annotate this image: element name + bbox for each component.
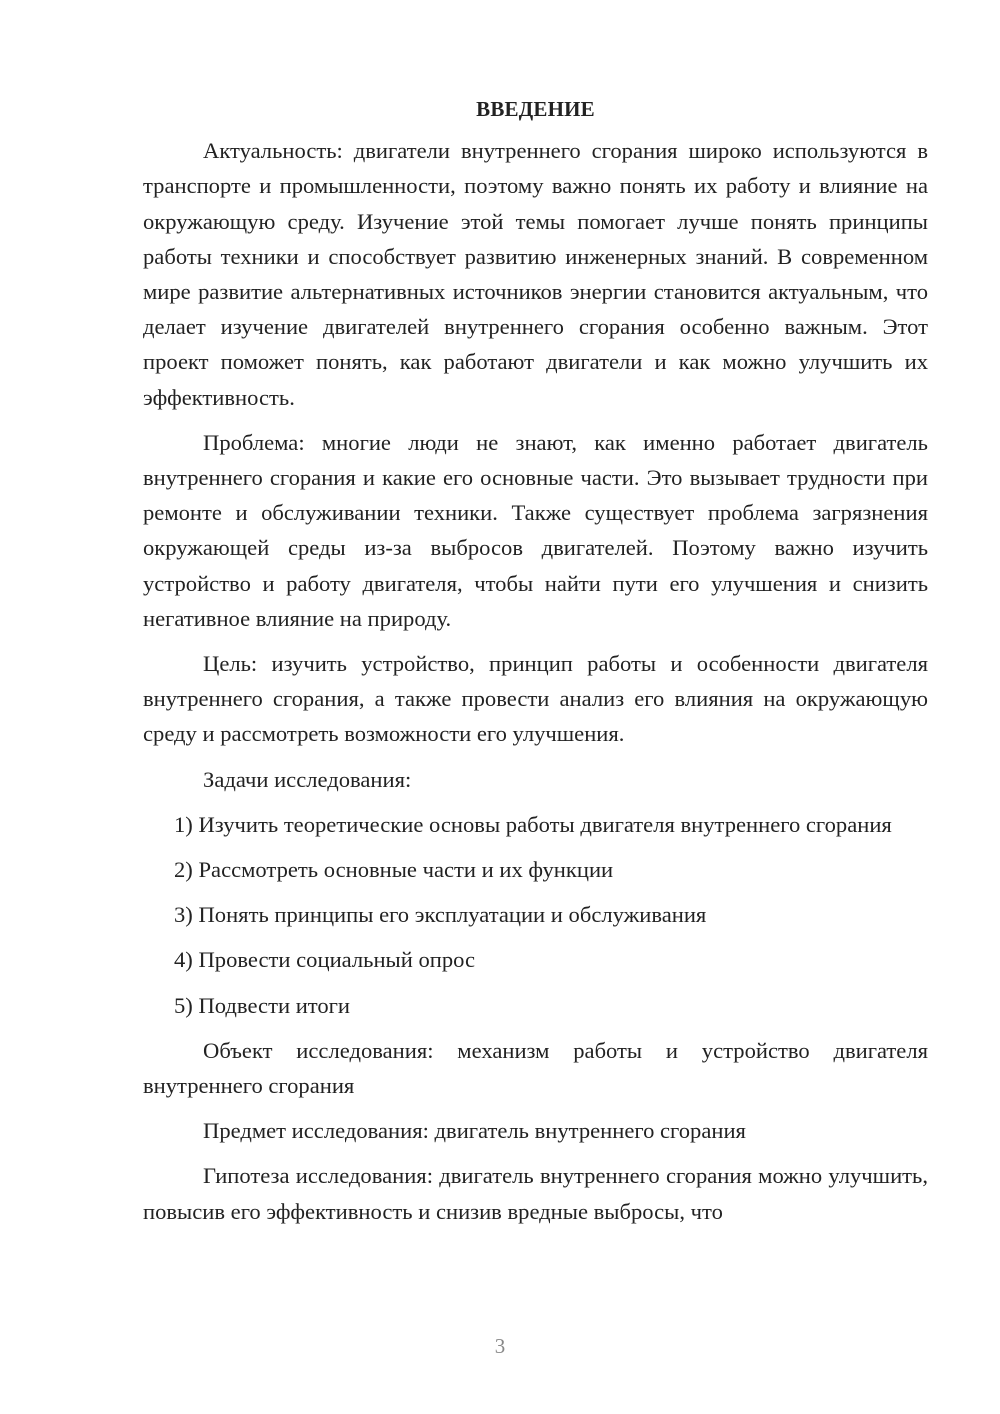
paragraph-object: Объект исследования: механизм работы и устройство двигателя внутреннего сгорания	[143, 1037, 928, 1099]
list-item: 1) Изучить теоретические основы работы двигателя внутреннего сгорания	[174, 811, 892, 837]
paragraph-hypothesis: Гипотеза исследования: двигатель внутреннего сгорания можно улучшить, повысив его эффективность и снизив вредные выбросы, что	[143, 1163, 928, 1224]
section-title: ВВЕДЕНИЕ	[476, 97, 595, 121]
paragraph-subject: Предмет исследования: двигатель внутреннего сгорания	[203, 1118, 746, 1144]
tasks-list	[143, 807, 928, 1023]
list-item: 5) Подвести итоги	[174, 992, 351, 1018]
list-item: 3) Понять принципы его эксплуатации и обслуживания	[174, 902, 707, 928]
document-body	[143, 92, 928, 1239]
list-item: 4) Провести социальный опрос	[174, 947, 476, 973]
page-number: 3	[494, 1334, 506, 1358]
paragraph-relevance: Актуальность: двигатели внутреннего сгорания широко используются в транспорте и промышленности, поэтому важно понять их работу и влияние на окружающую среду. Изучение этой темы помогает лучше понять принципы работы техники и способствует развитию инженерных знаний. В современном мире развитие альтернативных источников энергии становится актуальным, что делает изучение двигателей внутреннего сгорания особенно важным. Этот проект поможет понять, как работают двигатели и как можно улучшить их эффективность.	[143, 138, 928, 410]
tasks-heading: Задачи исследования:	[203, 766, 412, 792]
paragraph-goal: Цель: изучить устройство, принцип работы и особенности двигателя внутреннего сгорания, а также провести анализ его влияния на окружающую среду и рассмотреть возможности его улучшения.	[143, 651, 928, 747]
list-item: 2) Рассмотреть основные части и их функции	[174, 857, 614, 883]
paragraph-problem: Проблема: многие люди не знают, как именно работает двигатель внутреннего сгорания и какие его основные части. Это вызывает трудности при ремонте и обслуживании техники. Также существует проблема загрязнения окружающей среды из-за выбросов двигателей. Поэтому важно изучить устройство и работу двигателя, чтобы найти пути его улучшения и снизить негативное влияние на природу.	[143, 429, 928, 631]
